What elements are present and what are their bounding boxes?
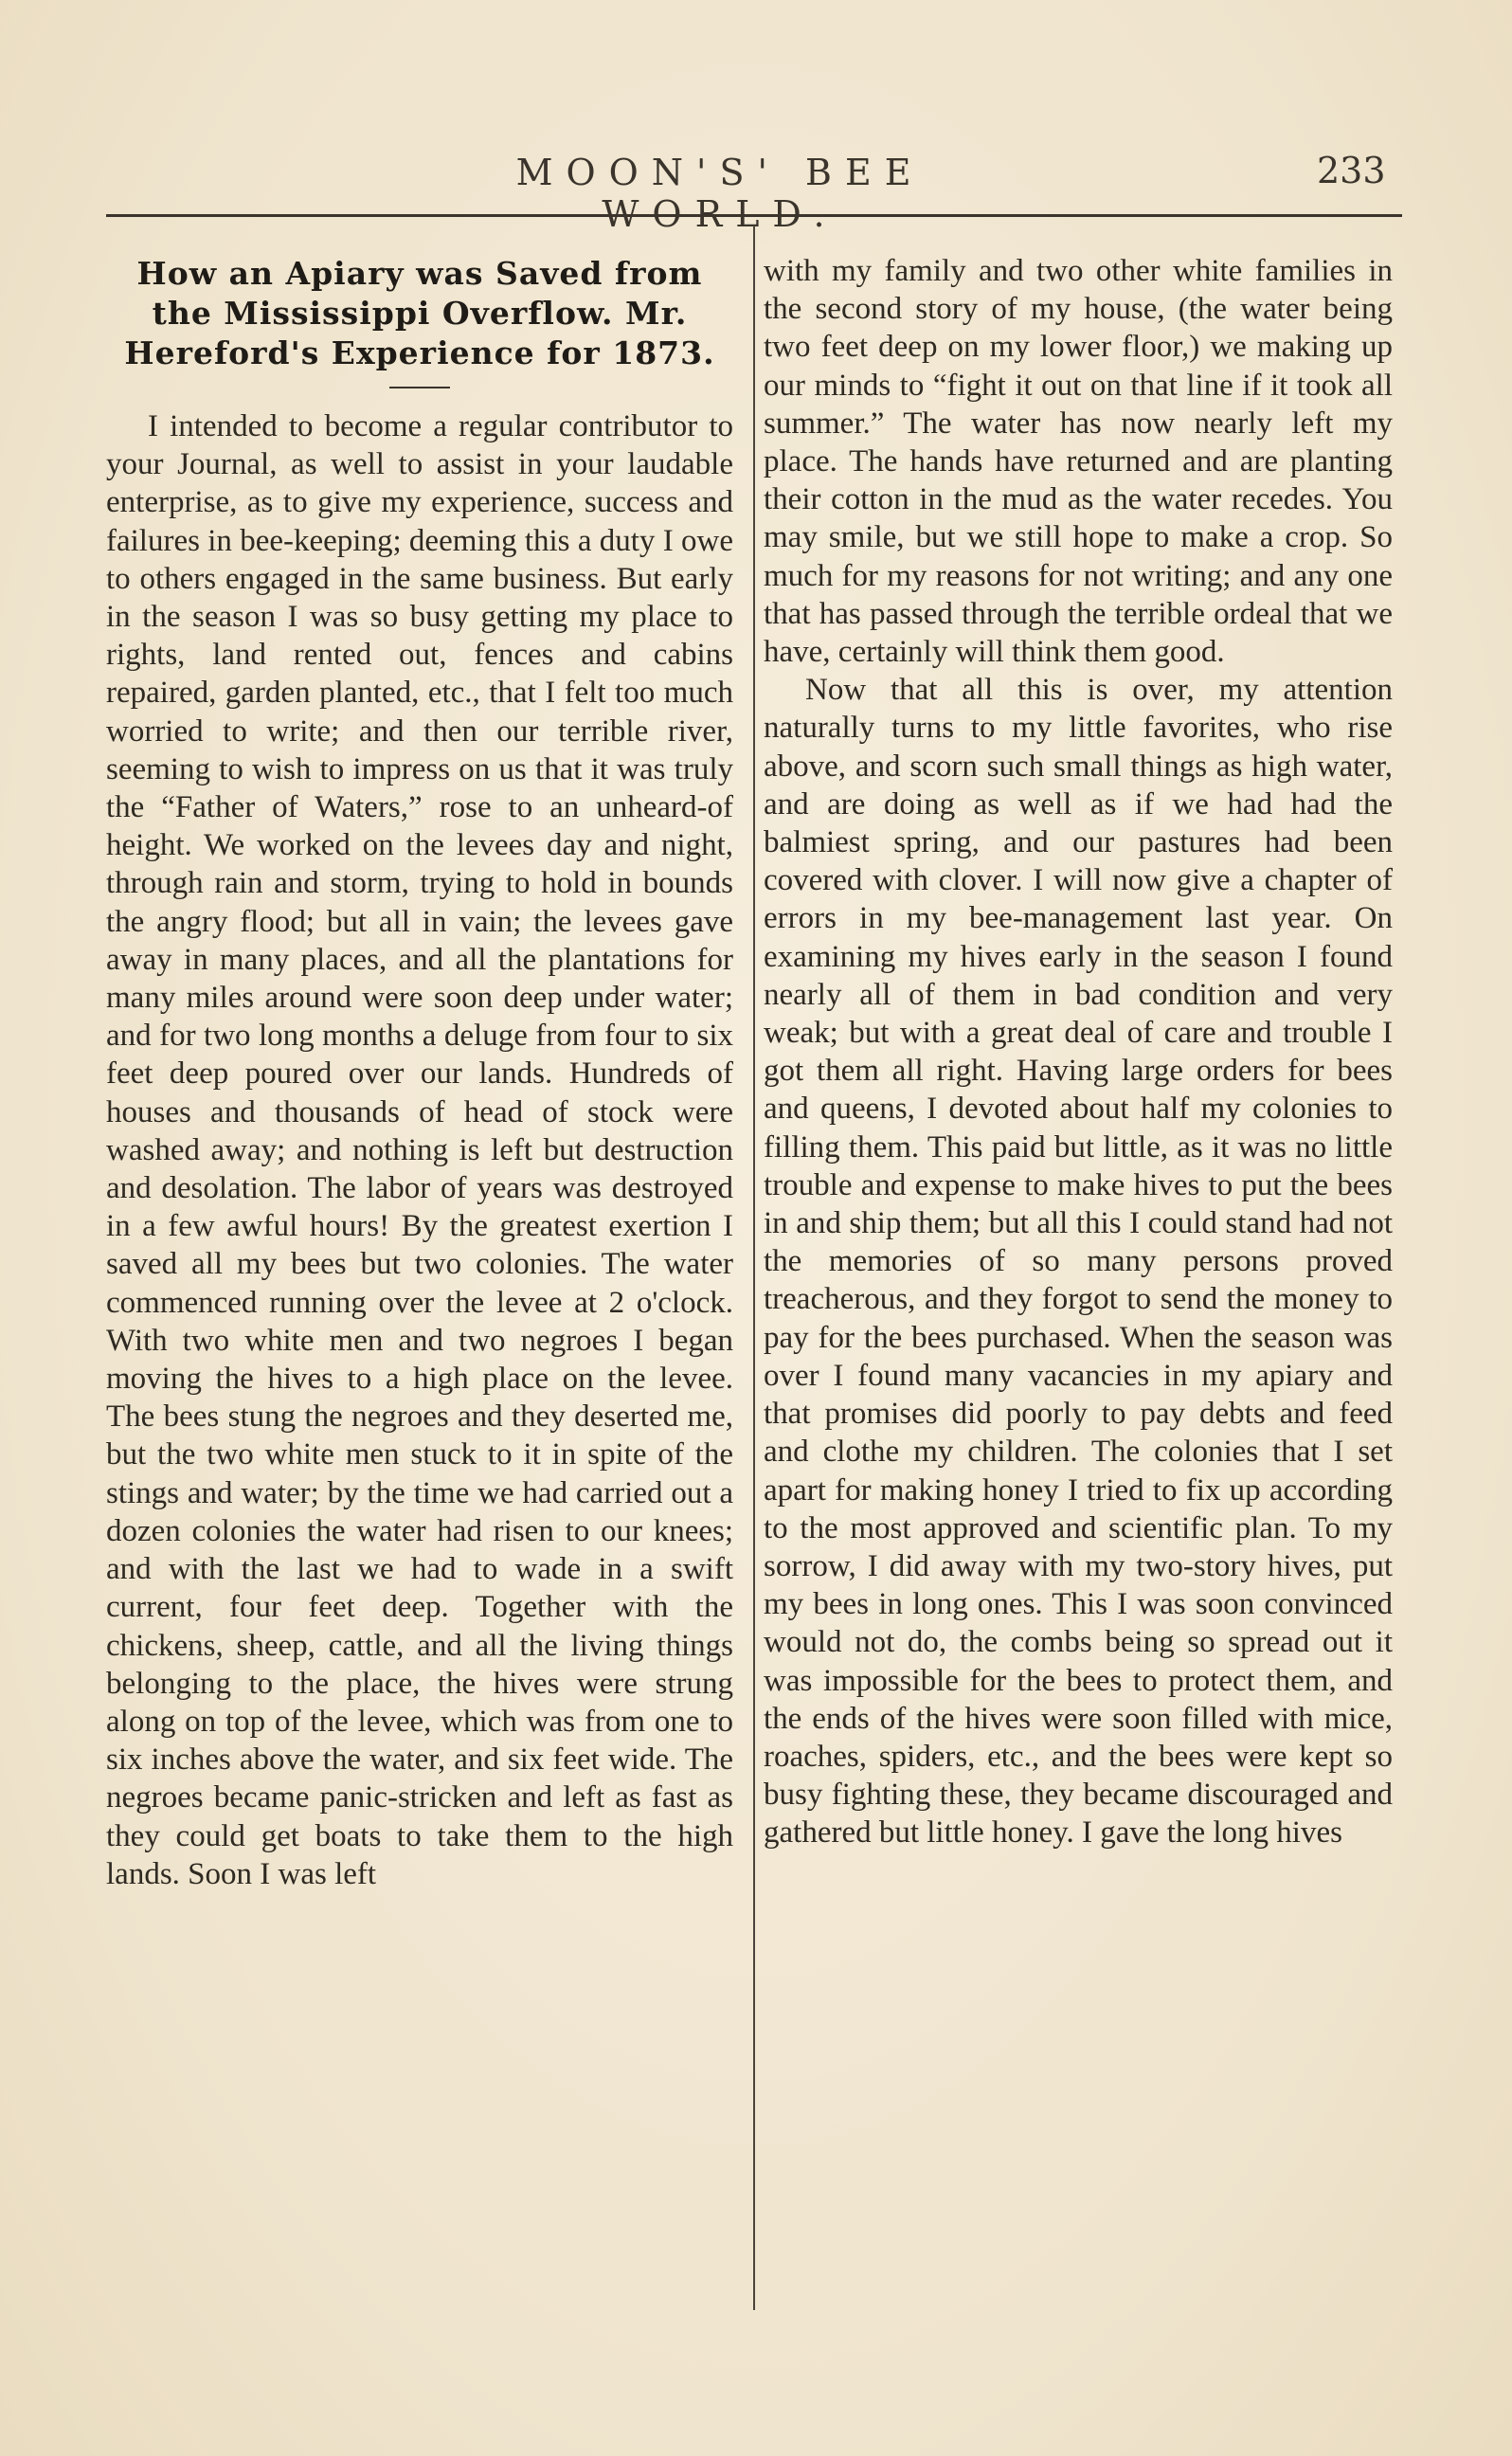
left-column: [106, 248, 733, 1893]
article-paragraph: with my family and two other white families in the second story of my house, (the water being two feet deep on my lower floor,) we making up our minds to “fight it out on that line if it took all summer.” The water has now nearly left my place. The hands have returned and are planting their cotton in the mud as the water recedes. You may smile, but we still hope to make a crop. So much for my reasons for not writing; and any one that has passed through the terrible ordeal that we have, certainly will think them good.: [764, 254, 1393, 670]
article-paragraph: Now that all this is over, my attention naturally turns to my little favorites, who rise above, and scorn such small things as high water, and are doing as well as if we had had the balmiest spring, and our pastures had been covered with clover. I will now give a chapter of errors in my bee-management last year. On examining my hives early in the season I found nearly all of them in bad condition and very weak; but with a great deal of care and trouble I got them all right. Having large orders for bees and queens, I devoted about half my colonies to filling them. This paid but little, as it was no little trouble and expense to make hives to put the bees in and ship them; but all this I could stand had not the memories of so many persons proved treacherous, and they forgot to send the money to pay for the bees purchased. When the season was over I found many vacancies in my apiary and that promises did poorly to pay debts and feed and clothe my children. The colonies that I set apart for making honey I tried to fix up according to the most approved and scientific plan. To my sorrow, I did away with my two-story hives, put my bees in long ones. This I was soon convinced would not do, the combs being so spread out it was impossible for the bees to protect them, and the ends of the hives were soon filled with mice, roaches, spiders, etc., and the bees were kept so busy fighting these, they became discouraged and gathered but little honey. I gave the long hives: [764, 673, 1393, 1851]
article-title: How an Apiary was Saved from the Mississippi Overflow. Mr. Hereford's Experience for 1873.: [124, 255, 715, 371]
article-paragraph: I intended to become a regular contributor to your Journal, as well to assist in your laudable enterprise, as to give my experience, success and failures in bee-keeping; deeming this a duty I owe to others engaged in the same business. But early in the season I was so busy getting my place to rights, land rented out, fences and cabins repaired, garden planted, etc., that I felt too much worried to write; and then our terrible river, seeming to wish to impress on us that it was truly the “Father of Waters,” rose to an unheard-of height. We worked on the levees day and night, through rain and storm, trying to hold in bounds the angry flood; but all in vain; the levees gave away in many places, and all the plantations for many miles around were soon deep under water; and for two long months a deluge from four to six feet deep poured over our lands. Hundreds of houses and thousands of head of stock were washed away; and nothing is left but destruction and desolation. The labor of years was destroyed in a few awful hours! By the greatest exertion I saved all my bees but two colonies. The water commenced running over the levee at 2 o'clock. With two white men and two negroes I began moving the hives to a high place on the levee. The bees stung the negroes and they deserted me, but the two white men stuck to it in spite of the stings and water; by the time we had carried out a dozen colonies the water had risen to our knees; and with the last we had to wade in a swift current, four feet deep. Together with the chickens, sheep, cattle, and all the living things belonging to the place, the hives were strung along on top of the levee, which was from one to six inches above the water, and six feet wide. The negroes became panic-stricken and left as fast as they could get boats to take them to the high lands. Soon I was left: [106, 409, 733, 1891]
header-rule: [106, 214, 1402, 217]
right-column: [764, 252, 1393, 1852]
page-number: 233: [1317, 150, 1386, 191]
column-divider: [753, 226, 755, 2310]
running-head-title: MOON'S' BEE WORLD.: [515, 152, 925, 235]
title-rule: [389, 387, 450, 388]
